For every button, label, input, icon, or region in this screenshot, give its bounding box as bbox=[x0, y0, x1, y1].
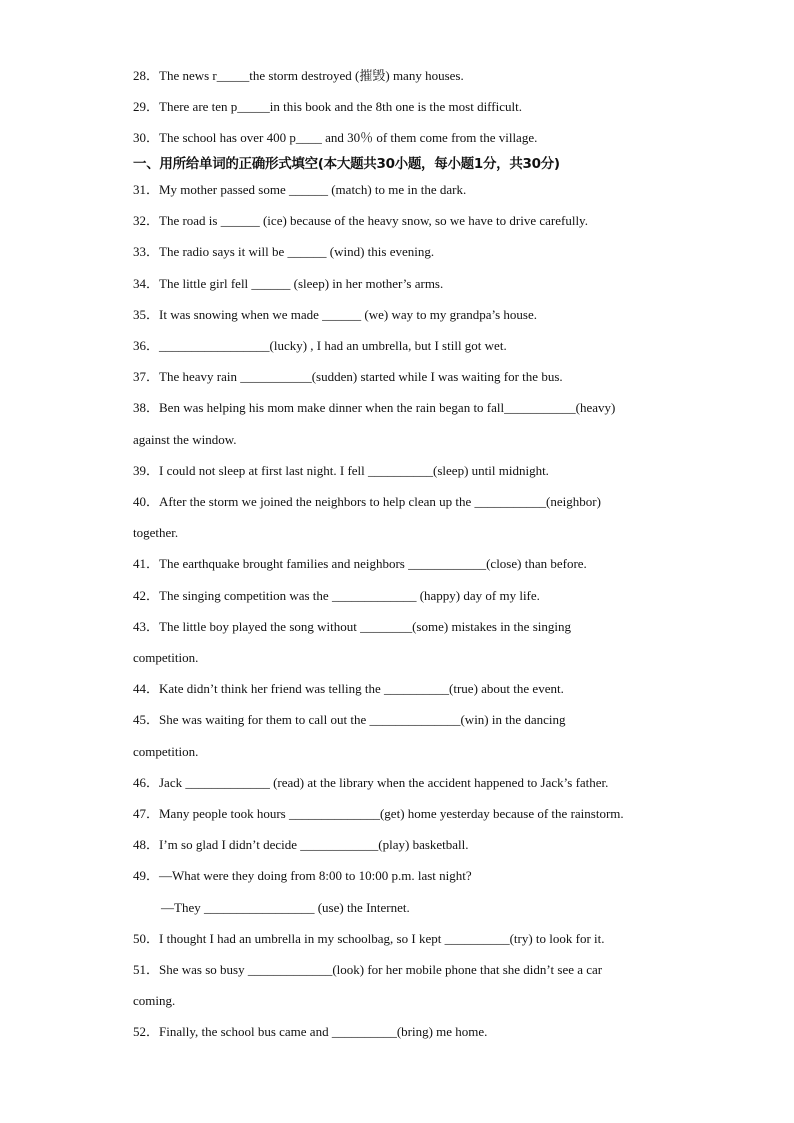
question-49-answer-line: —They _________________ (use) the Internet. bbox=[161, 900, 410, 915]
question-49: 49．—What were they doing from 8:00 to 10:00 p.m. last night? bbox=[133, 868, 472, 883]
question-48: 48．I’m so glad I didn’t decide ____________(play) basketball. bbox=[133, 837, 469, 852]
question-47: 47．Many people took hours ______________(get) home yesterday because of the rainstorm. bbox=[133, 806, 624, 821]
question-38-continued: against the window. bbox=[133, 432, 237, 447]
question-28: 28．The news r_____the storm destroyed (摧毁) many houses. bbox=[133, 68, 464, 83]
question-40-continued: together. bbox=[133, 525, 179, 540]
question-50: 50．I thought I had an umbrella in my schoolbag, so I kept __________(try) to look for it. bbox=[133, 931, 605, 946]
question-46: 46．Jack _____________ (read) at the library when the accident happened to Jack’s father. bbox=[133, 775, 609, 790]
question-34: 34．The little girl fell ______ (sleep) in her mother’s arms. bbox=[133, 276, 444, 291]
question-36: 36．_________________(lucky) , I had an umbrella, but I still got wet. bbox=[133, 338, 507, 353]
question-32: 32．The road is ______ (ice) because of the heavy snow, so we have to drive carefully. bbox=[133, 213, 588, 228]
section-heading: 一、用所给单词的正确形式填空(本大题共30小题，每小题1分，共30分) bbox=[133, 156, 560, 172]
question-42: 42．The singing competition was the _____________ (happy) day of my life. bbox=[133, 588, 540, 603]
question-33: 33．The radio says it will be ______ (wind) this evening. bbox=[133, 244, 435, 259]
question-37: 37．The heavy rain ___________(sudden) started while I was waiting for the bus. bbox=[133, 369, 563, 384]
question-30: 30．The school has over 400 p____ and 30％ of them come from the village. bbox=[133, 130, 538, 145]
question-39: 39．I could not sleep at first last night. I fell __________(sleep) until midnight. bbox=[133, 463, 549, 478]
question-44: 44．Kate didn’t think her friend was telling the __________(true) about the event. bbox=[133, 681, 564, 696]
question-51: 51．She was so busy _____________(look) for her mobile phone that she didn’t see a car bbox=[133, 962, 603, 977]
question-43-continued: competition. bbox=[133, 650, 199, 665]
question-40: 40．After the storm we joined the neighbors to help clean up the ___________(neighbor) bbox=[133, 494, 601, 509]
question-45: 45．She was waiting for them to call out the ______________(win) in the dancing bbox=[133, 712, 566, 727]
question-52: 52．Finally, the school bus came and __________(bring) me home. bbox=[133, 1024, 488, 1039]
question-31: 31．My mother passed some ______ (match) to me in the dark. bbox=[133, 182, 467, 197]
question-29: 29．There are ten p_____in this book and the 8th one is the most difficult. bbox=[133, 99, 522, 114]
question-51-continued: coming. bbox=[133, 993, 176, 1008]
question-38: 38．Ben was helping his mom make dinner when the rain began to fall___________(heavy) bbox=[133, 400, 616, 415]
question-45-continued: competition. bbox=[133, 744, 199, 759]
question-35: 35．It was snowing when we made ______ (we) way to my grandpa’s house. bbox=[133, 307, 538, 322]
question-43: 43．The little boy played the song without ________(some) mistakes in the singing bbox=[133, 619, 571, 634]
question-41: 41．The earthquake brought families and neighbors ____________(close) than before. bbox=[133, 556, 587, 571]
